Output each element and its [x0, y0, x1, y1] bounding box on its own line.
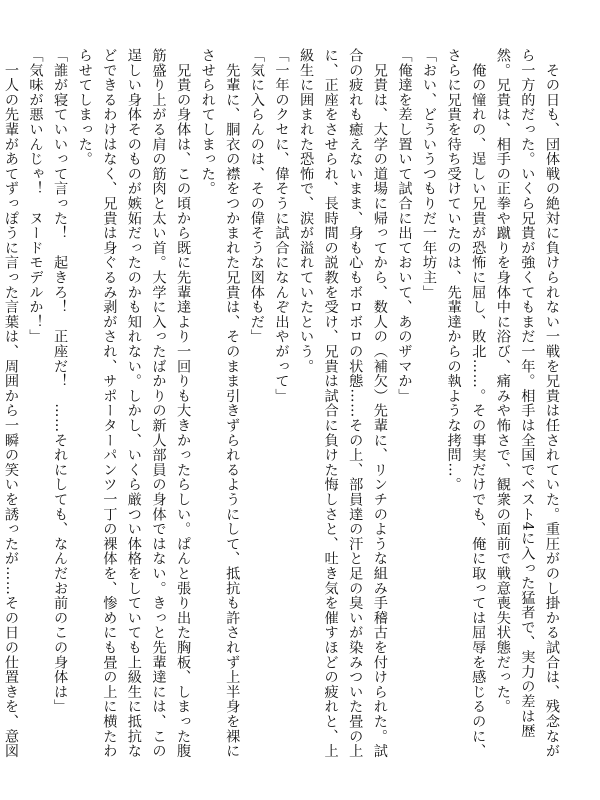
paragraph-dialogue-2: 「俺達を差し置いて試合に出ておいて、あのザマか」	[396, 48, 413, 404]
paragraph-narration-6: 一人の先輩があてずっぽうに言った言葉は、周囲から一瞬の笑いを誘ったが……その日の仕置きを、意図	[2, 62, 19, 759]
paragraph-dialogue-3: 「一年のクセに、偉そうに試合になんぞ出やがって」	[273, 48, 290, 404]
paragraph-narration-5: 兄貴の身体は、この頃から既に先輩達より一回りも大きかったらしい。ぱんと張り出た胸板、しまった腹筋盛り上がる肩の筋肉と太い首。大学に入ったばかりの新人部員の身体ではない。きっと先輩達には、この逞しい身体そのものが嫉妬だったのかも知れない。しかし、いくら厳つい体格をしていても上級生に抵抗などできるわけはなく、兄貴は身ぐるみ剥がされ、サポーターパンツ一丁の裸体を、惨めにも畳の上に横たわらせてしまった。	[76, 48, 192, 759]
paragraph-dialogue-5: 「誰が寝ていいって言った！ 起きろ！ 正座だ！ ……それにしても、なんだお前のこの身体は」	[52, 48, 69, 714]
paragraph-dialogue-6: 「気味が悪いんじゃ！ ヌードモデルか！」	[27, 48, 44, 344]
vertical-body-text	[0, 48, 564, 760]
paragraph-dialogue-4: 「気に入らんのは、その偉そうな図体もだ」	[248, 48, 265, 344]
paragraph-narration-3: 兄貴は、大学の道場に帰ってから、数人の（補欠）先輩に、リンチのような組み手稽古を付けられた。試合の疲れも癒えないまま、身も心もボロボロの状態……その上、部員達の汗と足の臭いが染みついた畳の上に、正座をさせられ、長時間の説教を受け、兄貴は試合に負けた悔しさと、吐き気を催すほどの疲れと、上級生に囲まれた恐怖で、涙が溢れていたという。	[298, 48, 388, 759]
paragraph-narration-2: 俺の憧れの、逞しい兄貴が恐怖に屈し、敗北……。その事実だけでも、俺に取っては屈辱を感じるのに、さらに兄貴を待ち受けていたのは、先輩達からの執ような拷問…。	[445, 48, 487, 759]
novel-page	[2, 48, 564, 760]
paragraph-narration-4: 先輩に、胴衣の襟をつかまれた兄貴は、そのまま引きずられるようにして、抵抗も許されず上半身を裸にさせられてしまった。	[199, 48, 241, 759]
paragraph-narration-1: その日も、団体戦の絶対に負けられない一戦を兄貴は任されていた。重圧がのし掛かる試合は、残念ながら一方的だった。いくら兄貴が強くてもまだ一年。相手は全国でベスト4に入った猛者で、実力の差は歴然。兄貴は、相手の正拳や蹴りを身体中に浴び、痛みや怖さで、観衆の面前で戦意喪失状態だった。	[494, 48, 560, 759]
paragraph-dialogue-1: 「おい、どういうつもりだ一年坊主」	[421, 48, 438, 300]
